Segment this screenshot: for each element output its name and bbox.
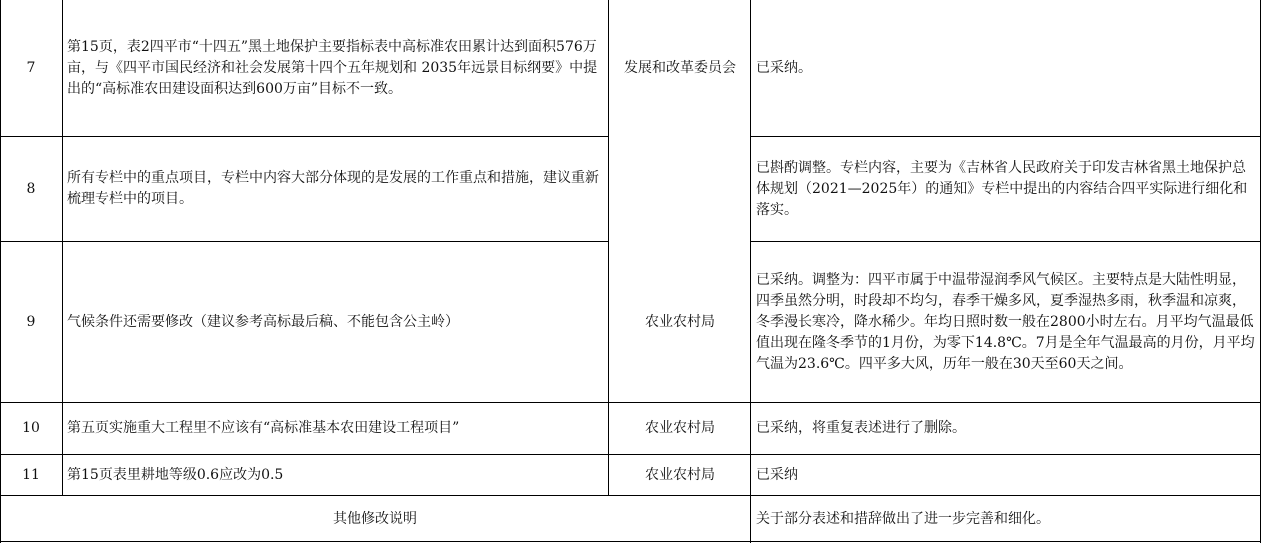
opinion-text: 第15页，表2四平市“十四五”黑土地保护主要指标表中高标准农田累计达到面积576万亩，与《四平市国民经济和社会发展第十四个五年规划和 2035年远景目标纲要》中提出的“高标准农田建设面积达到600万亩”目标不一致。 <box>67 38 598 97</box>
response-text: 已采纳 <box>756 466 798 483</box>
column-divider <box>608 0 609 496</box>
department-text: 发展和改革委员会 <box>624 59 736 76</box>
response-cell <box>751 455 1261 495</box>
response-cell <box>751 403 1261 454</box>
row-divider <box>750 241 1261 242</box>
department-cell <box>609 403 751 454</box>
footer-label-cell <box>0 496 750 543</box>
opinion-content <box>62 242 608 402</box>
response-cell <box>751 137 1261 241</box>
department-text: 农业农村局 <box>645 420 715 436</box>
footer-response-cell <box>751 496 1261 543</box>
department-cell <box>609 455 751 495</box>
row-number <box>0 242 62 402</box>
row-number-text: 8 <box>26 180 36 197</box>
response-text: 已采纳，将重复表述进行了删除。 <box>756 420 966 436</box>
department-text: 农业农村局 <box>645 313 715 330</box>
response-cell <box>751 242 1261 402</box>
opinion-content <box>62 455 608 495</box>
row-number <box>0 0 62 136</box>
footer-response: 关于部分表述和措辞做出了进一步完善和细化。 <box>756 511 1050 527</box>
opinion-text: 第五页实施重大工程里不应该有“高标准基本农田建设工程项目” <box>67 420 460 436</box>
row-divider <box>0 541 1261 542</box>
row-number-text: 7 <box>26 59 36 76</box>
row-divider <box>0 136 609 137</box>
opinion-text: 气候条件还需要修改（建议参考高标最后稿、不能包含公主岭） <box>67 313 459 330</box>
row-number <box>0 137 62 241</box>
column-divider <box>62 0 63 496</box>
column-divider <box>750 0 751 543</box>
row-number <box>0 403 62 454</box>
row-divider <box>750 136 1261 137</box>
response-text: 已采纳。调整为：四平市属于中温带湿润季风气候区。主要特点是大陆性明显，四季虽然分明，时段却不均匀，春季干燥多风，夏季湿热多雨，秋季温和凉爽，冬季漫长寒冷，降水稀少。年均日照时数一般在2800小时左右。月平均气温最低值出现在隆冬季节的1月份，为零下14.8℃。7月是全年气温最高的月份，月平均气温为23.6℃。四平多大风，历年一般在30天至60天之间。 <box>756 271 1255 372</box>
row-number-text: 9 <box>26 313 36 330</box>
department-cell <box>609 0 751 136</box>
row-number <box>0 455 62 495</box>
department-cell <box>609 242 751 402</box>
opinion-content <box>62 403 608 454</box>
response-text: 已采纳。 <box>756 59 812 76</box>
row-divider <box>0 454 1261 455</box>
opinion-text: 第15页表里耕地等级0.6应改为0.5 <box>67 466 284 483</box>
row-divider <box>0 241 609 242</box>
column-divider <box>0 0 1 543</box>
row-divider <box>0 402 1261 403</box>
row-number-text: 10 <box>22 420 40 436</box>
response-cell <box>751 0 1261 136</box>
opinion-content <box>62 0 608 136</box>
opinion-content <box>62 137 608 241</box>
footer-label: 其他修改说明 <box>333 511 417 527</box>
row-number-text: 11 <box>22 466 40 483</box>
response-text: 已斟酌调整。专栏内容，主要为《吉林省人民政府关于印发吉林省黑土地保护总体规划（2021—2025年）的通知》专栏中提出的内容结合四平实际进行细化和落实。 <box>756 159 1248 218</box>
row-divider <box>0 495 1261 496</box>
opinion-text: 所有专栏中的重点项目，专栏中内容大部分体现的是发展的工作重点和措施，建议重新梳理专栏中的项目。 <box>67 170 599 207</box>
department-text: 农业农村局 <box>645 466 715 483</box>
